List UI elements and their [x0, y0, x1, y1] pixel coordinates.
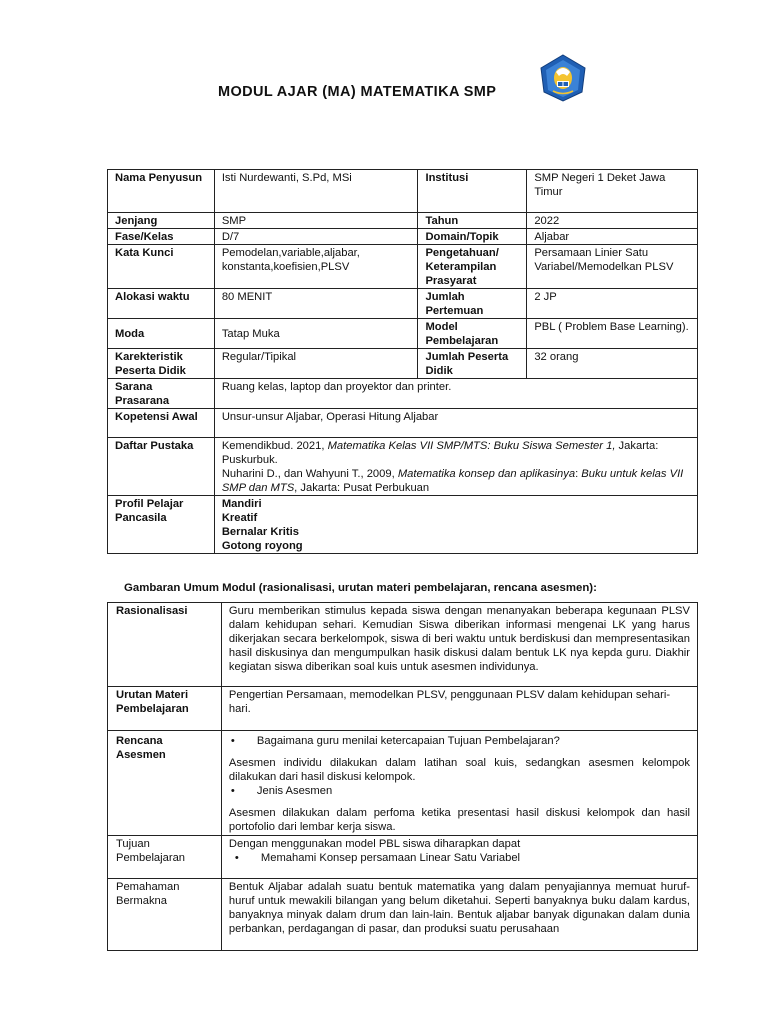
value-tujuan-pembelajaran [221, 836, 697, 879]
profil-item: Gotong royong [221, 540, 303, 552]
label-karakteristik: Karekteristik Peserta Didik [108, 349, 215, 379]
value-rasionalisasi: Guru memberikan stimulus kepada siswa dengan menanyakan beberapa kegunaan PLSV dalam kehidupan sehari. Kemudian Siswa diberikan informasi mengenai LK yang harus dikerjakan secara berkelompok, siswa di beri waktu untuk berdiskusi dan mempresentasikan hasil diskusinya dan mengumpulkan hasik diskusi dalam bentuk LK nya kepda guru. Diakhir kegiatan siswa diberikan soal kuis untuk asesmen individunya. [221, 603, 697, 687]
label-sarana: Sarana Prasarana [108, 379, 215, 409]
label-kata-kunci: Kata Kunci [108, 245, 215, 289]
label-profil-pelajar: Profil Pelajar Pancasila [108, 496, 215, 554]
rencana-paragraph-1: Asesmen individu dilakukan dalam latihan soal kuis, sedangkan asesmen kelompok dilakukan dari hasil diskusi kelompok. [228, 757, 690, 783]
value-nama-penyusun: Isti Nurdewanti, S.Pd, MSi [214, 170, 418, 213]
label-moda: Moda [108, 319, 215, 349]
label-jumlah-peserta: Jumlah Peserta Didik [418, 349, 527, 379]
value-daftar-pustaka [214, 438, 697, 496]
label-daftar-pustaka: Daftar Pustaka [108, 438, 215, 496]
rencana-paragraph-2: Asesmen dilakukan dalam perfoma ketika presentasi hasil diskusi kelompok dan hasil portofolio dari lembar kerja siswa. [228, 807, 690, 833]
section-heading: Gambaran Umum Modul (rasionalisasi, urutan materi pembelajaran, rencana asesmen): [124, 582, 597, 594]
value-tahun: 2022 [527, 213, 698, 229]
label-pemahaman-bermakna: Pemahaman Bermakna [108, 879, 222, 951]
profil-item: Mandiri [221, 498, 262, 510]
overview-table [107, 602, 698, 951]
label-alokasi-waktu: Alokasi waktu [108, 289, 215, 319]
label-domain: Domain/Topik [418, 229, 527, 245]
value-fase: D/7 [214, 229, 418, 245]
value-profil-pelajar [214, 496, 697, 554]
value-kata-kunci: Pemodelan,variable,aljabar, konstanta,koefisien,PLSV [214, 245, 418, 289]
label-nama-penyusun: Nama Penyusun [108, 170, 215, 213]
value-institusi: SMP Negeri 1 Deket Jawa Timur [527, 170, 698, 213]
value-pemahaman-bermakna: Bentuk Aljabar adalah suatu bentuk matematika yang dalam penyajiannya memuat huruf-huruf untuk mewakili bilangan yang belum diketahui. Seperti banyaknya buku dalam kardus, banyaknya minyak dalam drum dan lain-lain. Bentuk aljabar banyak digunakan dalam dunia perbankan, perdagangan di pasar, dan produksi suatu perusahaan [221, 879, 697, 951]
value-rencana-asesmen [221, 731, 697, 836]
pustaka-entry-2: Nuharini D., dan Wahyuni T., 2009, Matematika konsep dan aplikasinya: Buku untuk kelas VII SMP dan MTS, Jakarta: Pusat Perbukuan [221, 468, 684, 494]
label-rasionalisasi: Rasionalisasi [108, 603, 222, 687]
tut-wuri-handayani-logo-icon [538, 54, 588, 102]
value-jenjang: SMP [214, 213, 418, 229]
profil-item: Bernalar Kritis [221, 526, 299, 538]
value-model-pembelajaran: PBL ( Problem Base Learning). [527, 319, 698, 349]
tujuan-item: • Memahami Konsep persamaan Linear Satu Variabel [233, 851, 690, 865]
value-jumlah-pertemuan: 2 JP [527, 289, 698, 319]
value-sarana: Ruang kelas, laptop dan proyektor dan printer. [214, 379, 697, 409]
value-kompetensi-awal: Unsur-unsur Aljabar, Operasi Hitung Aljabar [214, 409, 697, 438]
profil-item: Kreatif [221, 512, 258, 524]
value-domain: Aljabar [527, 229, 698, 245]
tujuan-intro: Dengan menggunakan model PBL siswa diharapkan dapat [228, 838, 521, 850]
label-tahun: Tahun [418, 213, 527, 229]
document-title: MODUL AJAR (MA) MATEMATIKA SMP [218, 84, 497, 100]
rencana-question-1: • Bagaimana guru menilai ketercapaian Tujuan Pembelajaran? [229, 734, 690, 748]
label-prasyarat: Pengetahuan/ Keterampilan Prasyarat [418, 245, 527, 289]
value-alokasi-waktu: 80 MENIT [214, 289, 418, 319]
value-moda: Tatap Muka [214, 319, 418, 349]
value-jumlah-peserta: 32 orang [527, 349, 698, 379]
label-kompetensi-awal: Kopetensi Awal [108, 409, 215, 438]
value-karakteristik: Regular/Tipikal [214, 349, 418, 379]
label-fase: Fase/Kelas [108, 229, 215, 245]
label-jenjang: Jenjang [108, 213, 215, 229]
label-institusi: Institusi [418, 170, 527, 213]
label-urutan-materi: Urutan Materi Pembelajaran [108, 687, 222, 731]
label-model-pembelajaran: Model Pembelajaran [418, 319, 527, 349]
title-row [0, 54, 768, 114]
label-jumlah-pertemuan: Jumlah Pertemuan [418, 289, 527, 319]
value-urutan-materi: Pengertian Persamaan, memodelkan PLSV, penggunaan PLSV dalam kehidupan sehari-hari. [221, 687, 697, 731]
rencana-question-2: • Jenis Asesmen [229, 784, 690, 798]
value-prasyarat: Persamaan Linier Satu Variabel/Memodelkan PLSV [527, 245, 698, 289]
pustaka-entry-1: Kemendikbud. 2021, Matematika Kelas VII SMP/MTS: Buku Siswa Semester 1, Jakarta: Puskurbuk. [221, 440, 659, 466]
label-rencana-asesmen: Rencana Asesmen [108, 731, 222, 836]
label-tujuan-pembelajaran: Tujuan Pembelajaran [108, 836, 222, 879]
identity-table [107, 169, 698, 554]
